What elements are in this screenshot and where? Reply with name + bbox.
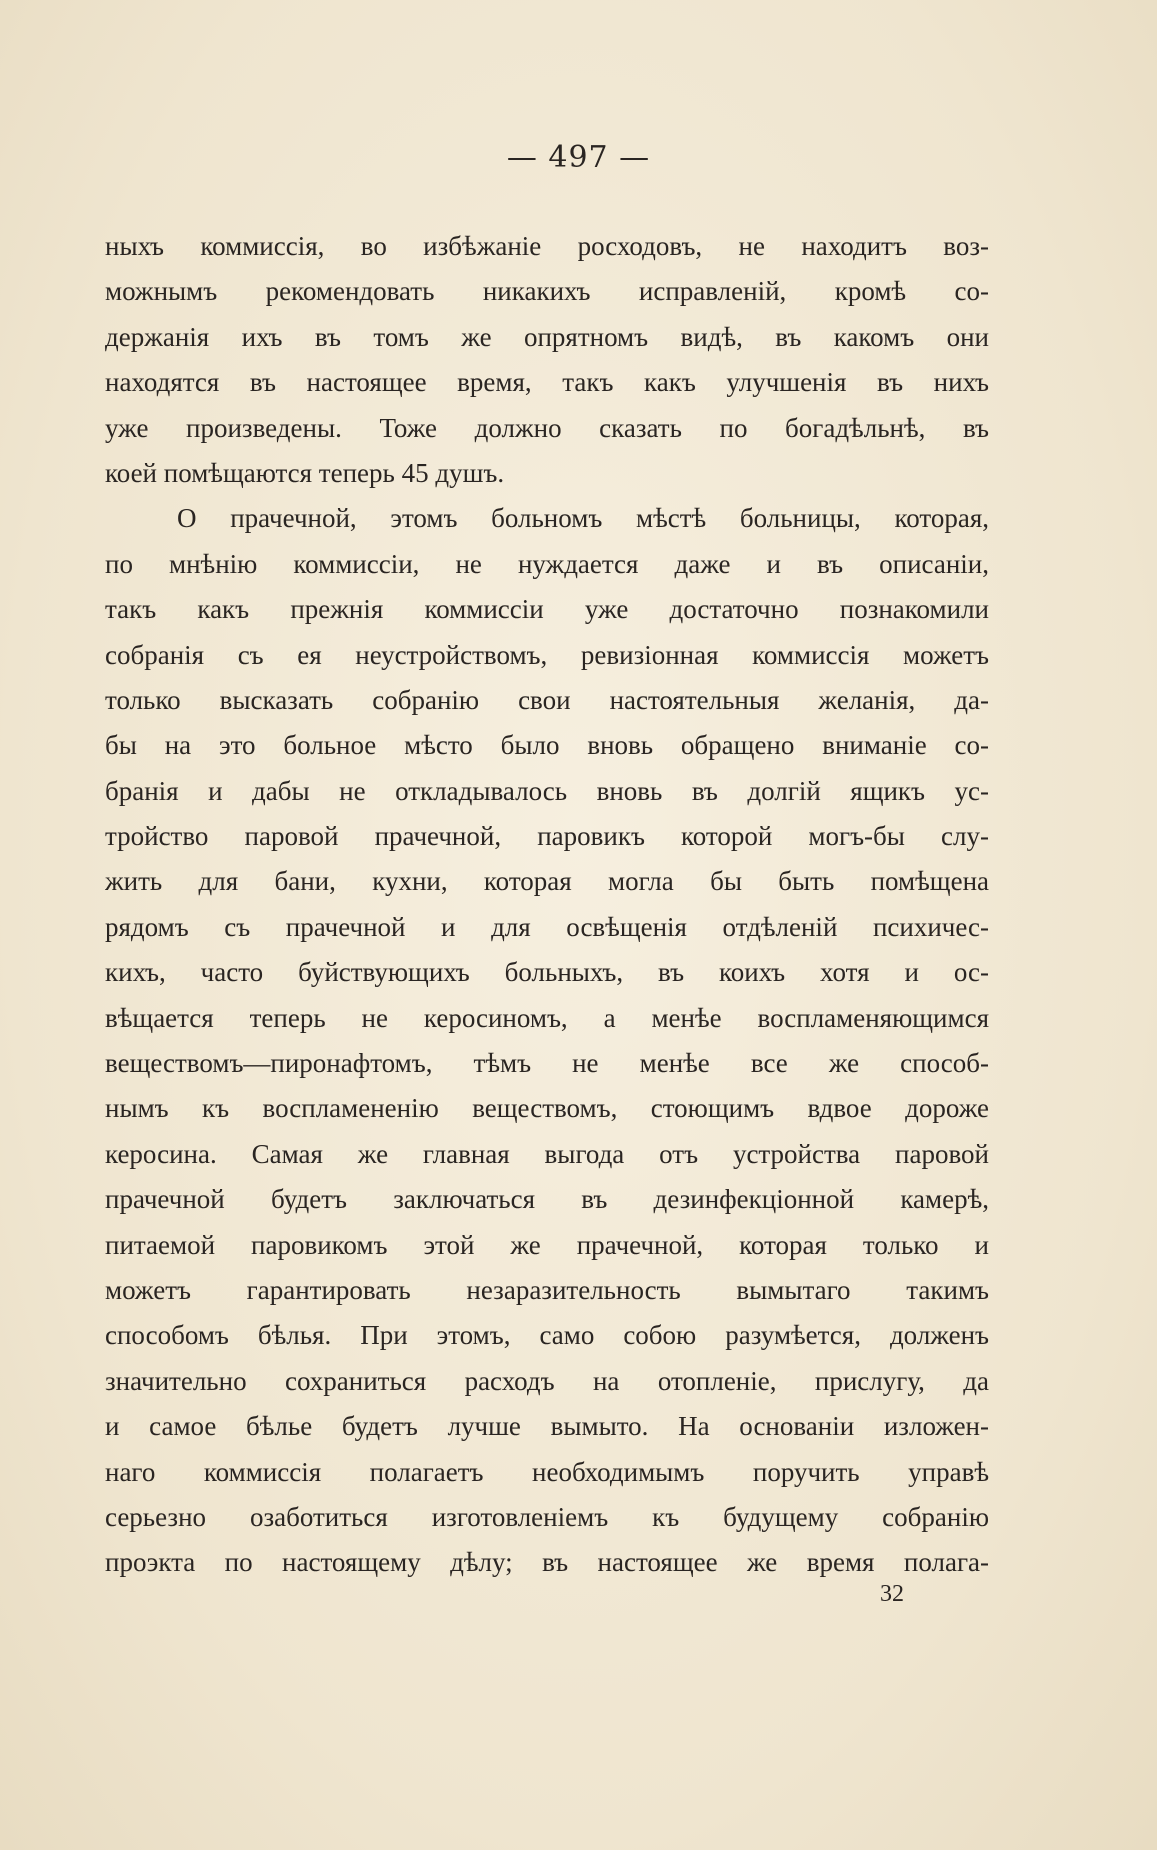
text-line: уже произведены. Тоже должно сказать по богадѣльнѣ, въ	[105, 412, 989, 443]
signature-mark: 32	[880, 1581, 904, 1607]
text-line: вѣщается теперь не керосиномъ, а менѣе воспламеняющимся	[105, 1002, 989, 1033]
text-line: питаемой паровикомъ этой же прачечной, которая только и	[105, 1229, 989, 1260]
text-line: такъ какъ прежнія коммиссіи уже достаточно познакомили	[105, 594, 989, 625]
text-line: бы на это больное мѣсто было вновь обращено вниманіе со-	[105, 730, 989, 761]
text-line: кихъ, часто буйствующихъ больныхъ, въ коихъ хотя и ос-	[105, 957, 989, 988]
text-line: по мнѣнію коммиссіи, не нуждается даже и въ описаніи,	[105, 548, 989, 579]
text-line: рядомъ съ прачечной и для освѣщенія отдѣленій психичес-	[105, 911, 989, 942]
text-line: керосина. Самая же главная выгода отъ устройства паровой	[105, 1138, 989, 1169]
text-line: способомъ бѣлья. При этомъ, само собою разумѣется, долженъ	[105, 1320, 989, 1351]
text-line: находятся въ настоящее время, такъ какъ улучшенія въ нихъ	[105, 367, 989, 398]
text-line: тройство паровой прачечной, паровикъ которой могъ-бы слу-	[105, 821, 989, 852]
text-line: и самое бѣлье будетъ лучше вымыто. На основаніи изложен-	[105, 1411, 989, 1442]
text-line: только высказать собранію свои настоятельныя желанія, да-	[105, 684, 989, 715]
body-text	[105, 224, 989, 1586]
text-line: проэкта по настоящему дѣлу; въ настоящее же время полага-	[105, 1547, 989, 1578]
text-line: можнымъ рекомендовать никакихъ исправленій, кромѣ со-	[105, 276, 989, 307]
text-line: О прачечной, этомъ больномъ мѣстѣ больницы, которая,	[177, 503, 989, 534]
text-line: ныхъ коммиссія, во избѣжаніе росходовъ, не находитъ воз-	[105, 231, 989, 261]
text-line: нымъ къ воспламененію веществомъ, стоющимъ вдвое дороже	[105, 1093, 989, 1124]
text-line: серьезно озаботиться изготовленіемъ къ будущему собранію	[105, 1501, 989, 1532]
text-line: можетъ гарантировать незаразительность вымытаго такимъ	[105, 1274, 989, 1305]
text-line: веществомъ—пиронафтомъ, тѣмъ не менѣе все же способ-	[105, 1048, 989, 1079]
text-line: наго коммиссія полагаетъ необходимымъ поручить управѣ	[105, 1456, 989, 1487]
page-number: — 497 —	[506, 140, 651, 175]
text-line: держанія ихъ въ томъ же опрятномъ видѣ, въ какомъ они	[105, 321, 989, 352]
text-line: жить для бани, кухни, которая могла бы быть помѣщена	[105, 866, 989, 897]
text-line: бранія и дабы не откладывалось вновь въ долгій ящикъ ус-	[105, 775, 989, 806]
text-line: коей помѣщаются теперь 45 душъ.	[105, 457, 505, 488]
text-line: значительно сохраниться расходъ на отопленіе, прислугу, да	[105, 1365, 989, 1396]
text-line: прачечной будетъ заключаться въ дезинфекціонной камерѣ,	[105, 1184, 989, 1215]
text-line: собранія съ ея неустройствомъ, ревизіонная коммиссія можетъ	[105, 639, 989, 670]
